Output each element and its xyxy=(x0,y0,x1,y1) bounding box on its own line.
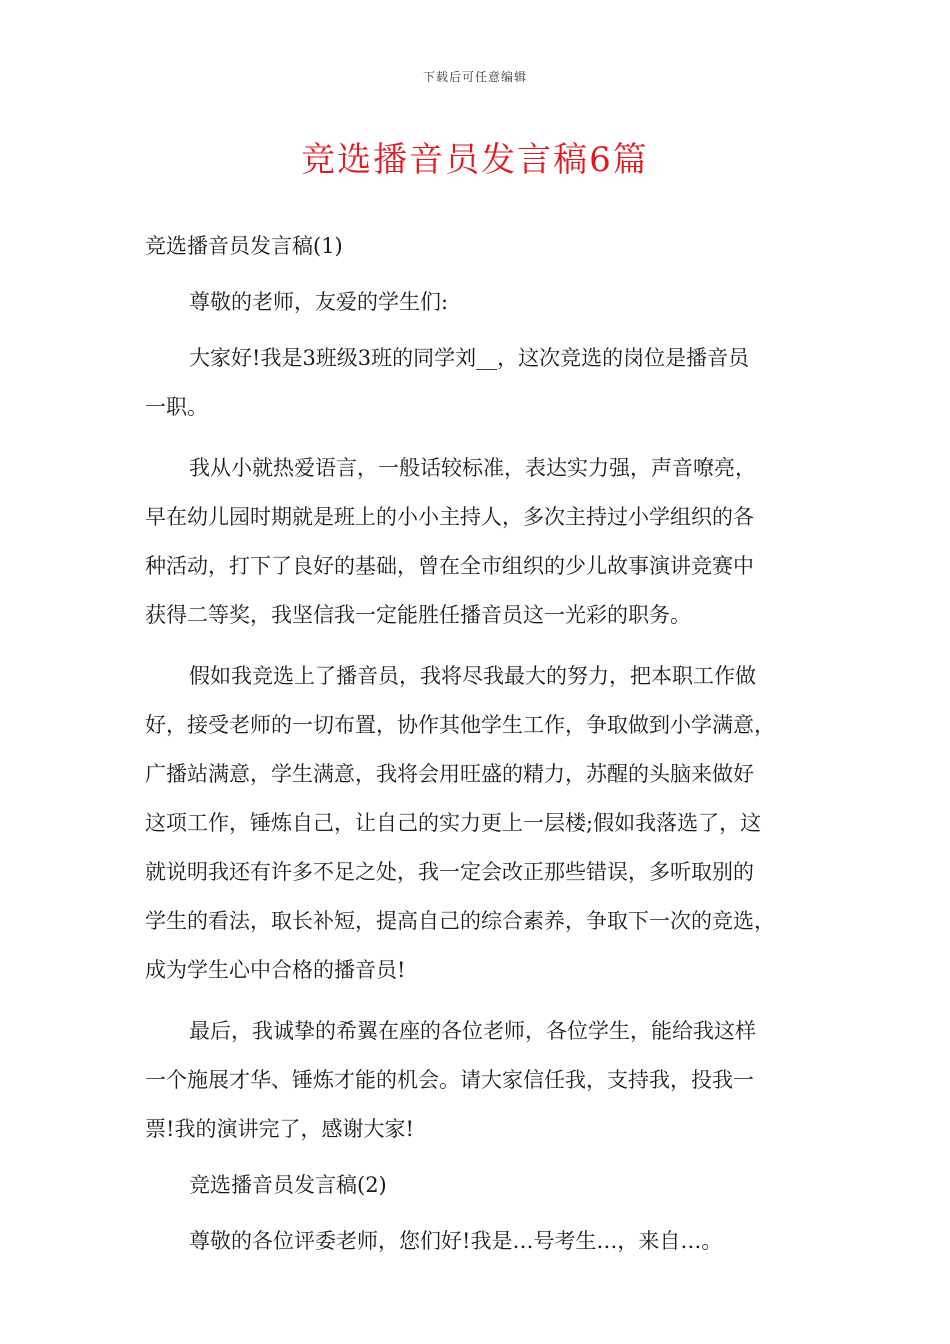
paragraph-line: 票!我的演讲完了，感谢大家! xyxy=(145,1117,414,1141)
paragraph-line: 大家好!我是3班级3班的同学刘__，这次竞选的岗位是播音员 xyxy=(189,346,750,370)
section-heading-1: 竞选播音员发言稿(1) xyxy=(145,234,343,258)
paragraph-line: 这项工作，锤炼自己，让自己的实力更上一层楼;假如我落选了，这 xyxy=(145,811,762,835)
header-note: 下载后可任意编辑 xyxy=(422,70,527,84)
paragraph-line: 种活动，打下了良好的基础，曾在全市组织的少儿故事演讲竞赛中 xyxy=(145,554,754,578)
document-body xyxy=(145,222,805,1266)
document-title: 竞选播音员发言稿6篇 xyxy=(301,140,649,180)
paragraph-line: 学生的看法，取长补短，提高自己的综合素养，争取下一次的竞选， xyxy=(145,909,775,933)
paragraph-line: 我从小就热爱语言，一般话较标准，表达实力强，声音嘹亮， xyxy=(189,456,756,480)
paragraph-line: 就说明我还有许多不足之处，我一定会改正那些错误，多听取别的 xyxy=(145,860,754,884)
paragraph-line: 一个施展才华、锤炼才能的机会。请大家信任我，支持我，投我一 xyxy=(145,1068,754,1092)
paragraph-line: 广播站满意，学生满意，我将会用旺盛的精力，苏醒的头脑来做好 xyxy=(145,762,754,786)
paragraph-line: 尊敬的老师，友爱的学生们: xyxy=(189,290,449,314)
paragraph-line: 早在幼儿园时期就是班上的小小主持人，多次主持过小学组织的各 xyxy=(145,505,754,529)
paragraph-line: 好，接受老师的一切布置，协作其他学生工作，争取做到小学满意， xyxy=(145,713,775,737)
paragraph-line: 一职。 xyxy=(145,395,208,419)
paragraph-line: 尊敬的各位评委老师，您们好!我是…号考生…，来自…。 xyxy=(189,1229,723,1253)
paragraph-line: 最后，我诚挚的希翼在座的各位老师，各位学生，能给我这样 xyxy=(189,1019,756,1043)
paragraph-line: 成为学生心中合格的播音员! xyxy=(145,958,406,982)
section-heading-2: 竞选播音员发言稿(2) xyxy=(189,1173,387,1197)
paragraph-line: 假如我竞选上了播音员，我将尽我最大的努力，把本职工作做 xyxy=(189,664,756,688)
paragraph-line: 获得二等奖，我坚信我一定能胜任播音员这一光彩的职务。 xyxy=(145,603,691,627)
